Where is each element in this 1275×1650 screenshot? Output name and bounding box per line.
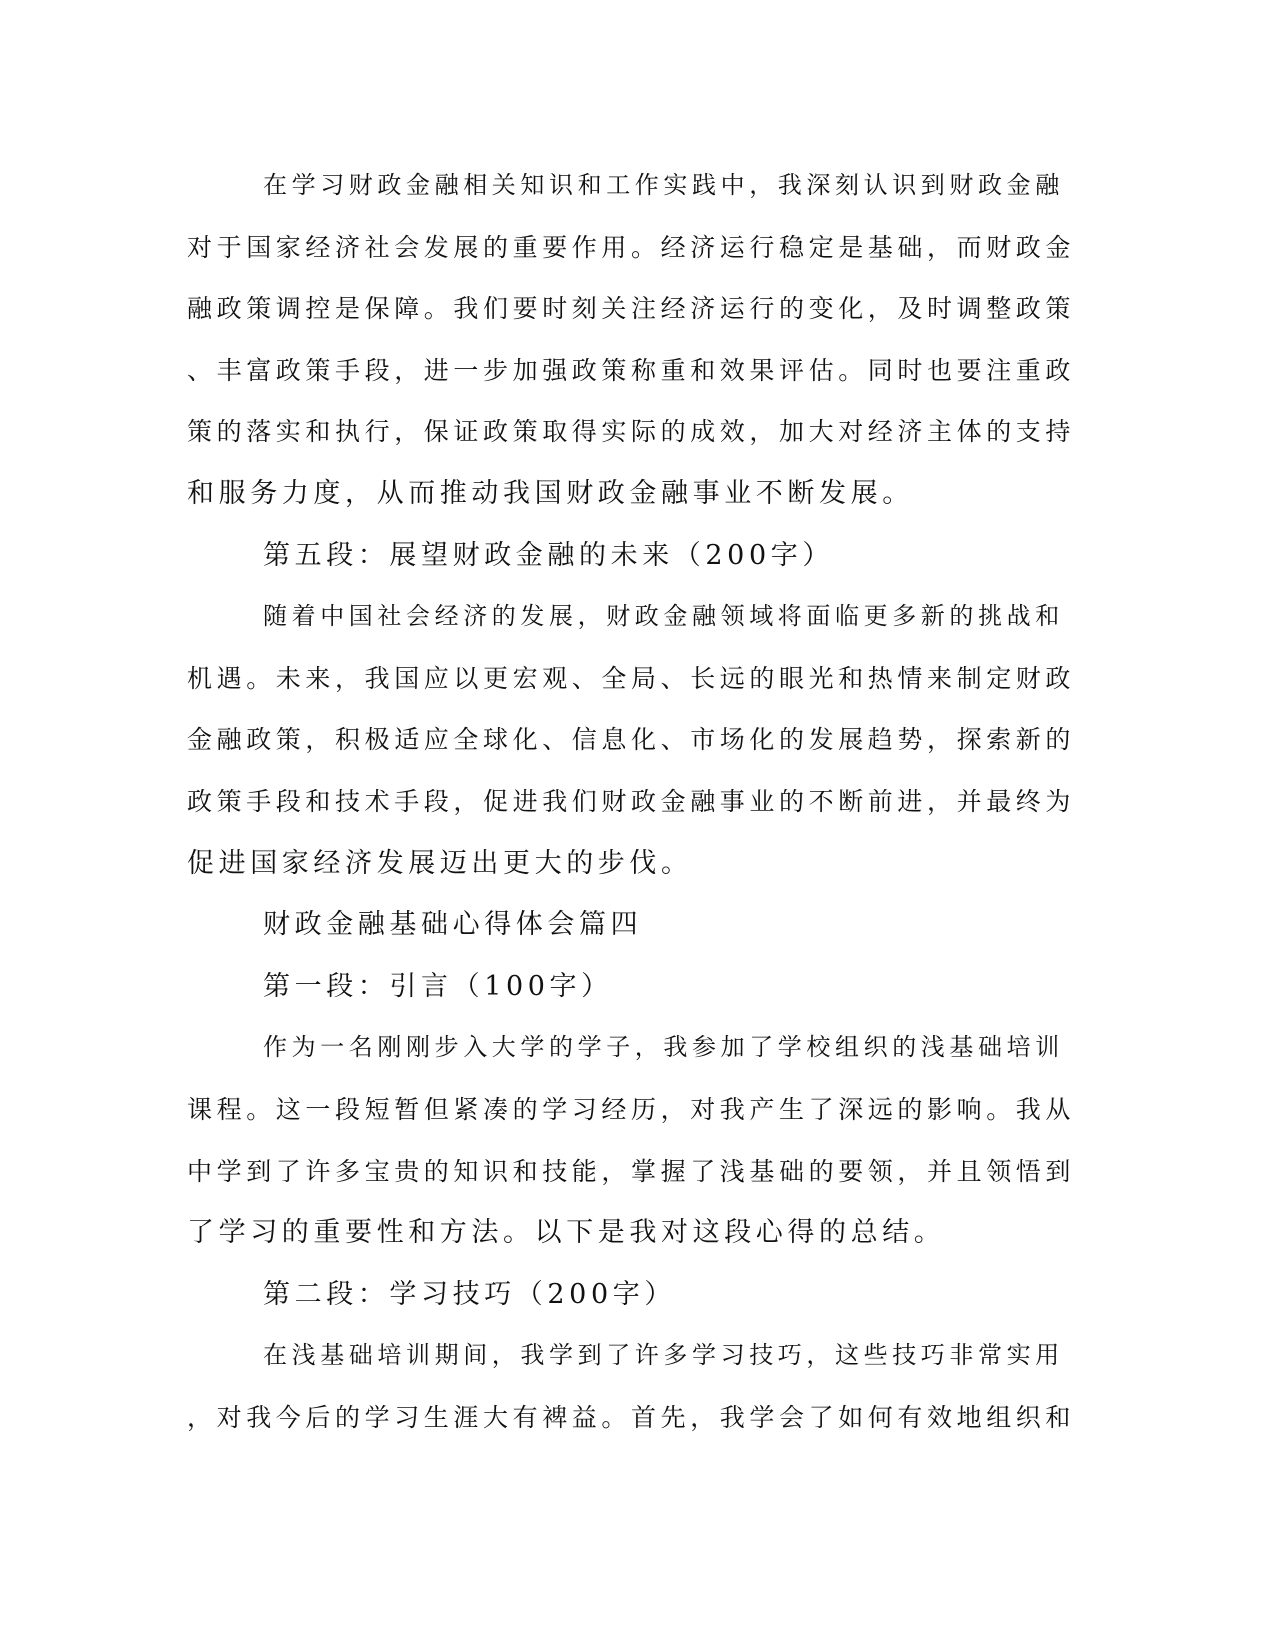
text-line: 融政策调控是保障。我们要时刻关注经济运行的变化，及时调整政策: [187, 294, 1076, 324]
text-line: 、丰富政策手段，进一步加强政策称重和效果评估。同时也要注重政: [187, 355, 1076, 385]
text-line: 对于国家经济社会发展的重要作用。经济运行稳定是基础，而财政金: [187, 232, 1076, 262]
chapter-title: 财政金融基础心得体会篇四: [263, 909, 643, 941]
section-heading: 第一段：引言（100字）: [263, 970, 613, 1002]
text-line: 机遇。未来，我国应以更宏观、全局、长远的眼光和热情来制定财政: [187, 663, 1076, 693]
text-line: 作为一名刚刚步入大学的学子，我参加了学校组织的浅基础培训: [263, 1033, 1064, 1062]
text-line: 促进国家经济发展迈出更大的步伐。: [187, 847, 693, 879]
text-line: 随着中国社会经济的发展，财政金融领域将面临更多新的挑战和: [263, 602, 1064, 631]
text-line: 金融政策，积极适应全球化、信息化、市场化的发展趋势，探索新的: [187, 725, 1076, 755]
section-heading: 第二段：学习技巧（200字）: [263, 1278, 676, 1310]
text-line: 课程。这一段短暂但紧凑的学习经历，对我产生了深远的影响。我从: [187, 1094, 1076, 1124]
section-heading: 第五段：展望财政金融的未来（200字）: [263, 539, 834, 571]
text-line: ，对我今后的学习生涯大有裨益。首先，我学会了如何有效地组织和: [187, 1402, 1076, 1432]
text-line: 在学习财政金融相关知识和工作实践中，我深刻认识到财政金融: [263, 171, 1064, 199]
text-line: 策的落实和执行，保证政策取得实际的成效，加大对经济主体的支持: [187, 417, 1076, 447]
text-line: 中学到了许多宝贵的知识和技能，掌握了浅基础的要领，并且领悟到: [187, 1156, 1076, 1186]
text-line: 政策手段和技术手段，促进我们财政金融事业的不断前进，并最终为: [187, 786, 1076, 816]
text-line: 在浅基础培训期间，我学到了许多学习技巧，这些技巧非常实用: [263, 1341, 1064, 1370]
text-line: 了学习的重要性和方法。以下是我对这段心得的总结。: [187, 1217, 946, 1249]
text-line: 和服务力度，从而推动我国财政金融事业不断发展。: [187, 477, 914, 509]
document-body: [187, 155, 1077, 1448]
